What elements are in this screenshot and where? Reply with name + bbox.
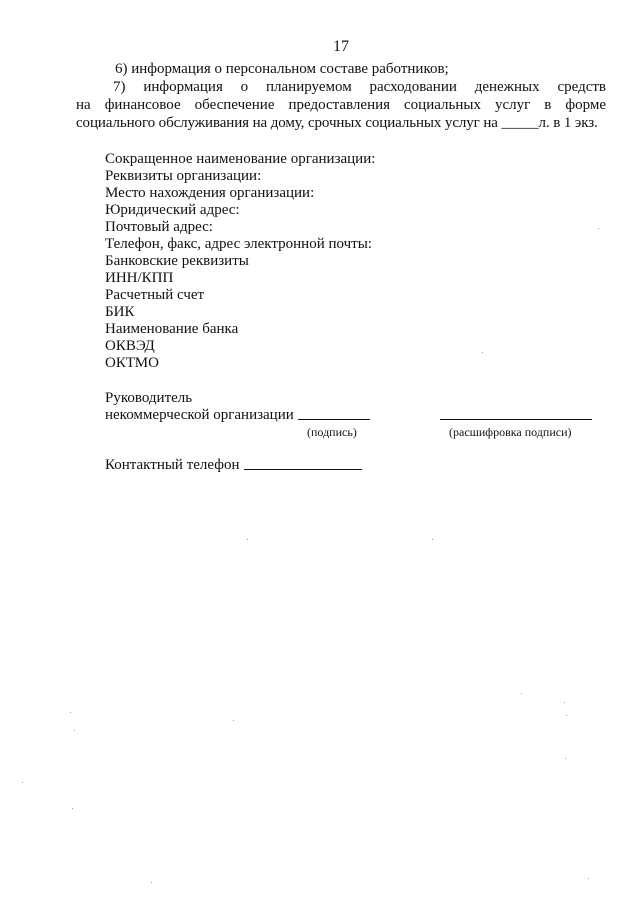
list-item-6: 6) информация о персональном составе работников;: [115, 61, 449, 77]
field-bik: БИК: [105, 304, 135, 320]
scan-speck: [72, 808, 73, 809]
signature-line: [298, 419, 370, 420]
field-requisites: Реквизиты организации:: [105, 168, 262, 184]
field-contacts: Телефон, факс, адрес электронной почты:: [105, 236, 372, 252]
scan-speck: [565, 758, 566, 759]
signature-caption: (подпись): [307, 425, 357, 439]
list-item-7-line-1-text: 7) информация о планируемом расходовании денежных средств: [113, 79, 606, 95]
scan-speck: [432, 539, 433, 540]
signature-title-line-1: Руководитель: [105, 390, 193, 406]
scan-speck: [74, 730, 75, 731]
list-item-7-line-2: [76, 96, 606, 114]
scan-speck: [482, 352, 483, 353]
scan-speck: [70, 712, 71, 713]
field-okved: ОКВЭД: [105, 338, 155, 354]
scan-speck: [564, 702, 565, 703]
scan-speck: [247, 539, 248, 540]
field-short-name: Сокращенное наименование организации:: [105, 151, 376, 167]
field-bank-details: Банковские реквизиты: [105, 253, 249, 269]
field-inn-kpp: ИНН/КПП: [105, 270, 174, 286]
contact-phone-label: Контактный телефон: [105, 457, 240, 473]
field-legal-address: Юридический адрес:: [105, 202, 240, 218]
field-postal-address: Почтовый адрес:: [105, 219, 213, 235]
field-oktmo: ОКТМО: [105, 355, 159, 371]
contact-phone-line: [244, 469, 362, 470]
signature-decoding-caption: (расшифровка подписи): [449, 425, 572, 439]
scan-speck: [566, 715, 567, 716]
scan-speck: [588, 878, 589, 879]
scan-speck: [151, 882, 152, 883]
scan-speck: [598, 228, 599, 229]
field-account: Расчетный счет: [105, 287, 205, 303]
field-location: Место нахождения организации:: [105, 185, 315, 201]
signature-decoding-line: [440, 419, 592, 420]
scan-speck: [233, 720, 234, 721]
signature-title-line-2: некоммерческой организации: [105, 407, 294, 423]
field-bank-name: Наименование банка: [105, 321, 239, 337]
list-item-7-line-1: [113, 78, 606, 96]
scan-speck: [521, 693, 522, 694]
list-item-7-line-3: социального обслуживания на дому, срочных социальных услуг на _____л. в 1 экз.: [76, 115, 598, 131]
scan-speck: [22, 782, 23, 783]
list-item-7-line-2-text: на финансовое обеспечение предоставления социальных услуг в форме: [76, 97, 606, 113]
page-number: 17: [333, 38, 349, 55]
